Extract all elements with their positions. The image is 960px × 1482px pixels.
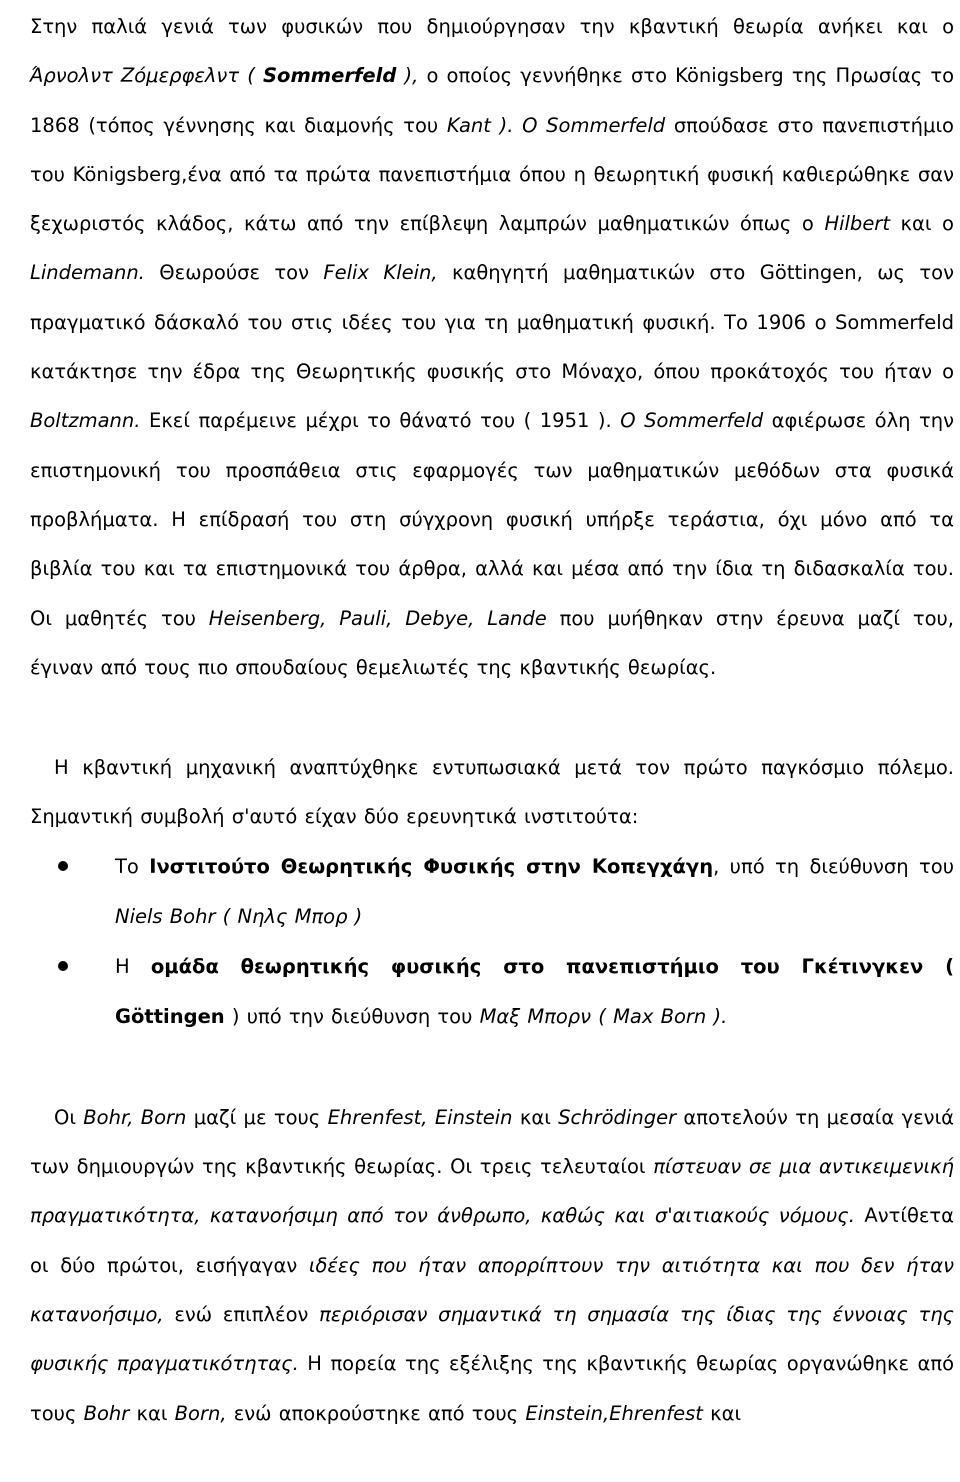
text-segment: αφιέρωσε όλη την επιστημονική του προσπάθεια στις εφαρμογές των μαθηματικών μεθόδων στα φυσικά προβλήματα. Η επίδρασή του στη σύγχρονη φυσική υπήρξε τεράστια, όχι μόνο από τα βιβλία του και τα επιστημονικά του άρθρα, αλλά και μέσα από την ίδια τη διδασκαλία του. Οι μαθητές του [30, 409, 954, 630]
text-segment: Στην παλιά γενιά των φυσικών που δημιούργησαν την κβαντική θεωρία ανήκει και ο [30, 15, 954, 38]
text-segment: , υπό τη διεύθυνση του [713, 854, 954, 878]
name-greek: Άρνολντ Ζόμερφελντ ( [30, 64, 264, 88]
names-bohr-born: Bohr, Born [83, 1105, 187, 1129]
text-segment: Εκεί παρέμεινε μέχρι το θάνατό του ( 1951 ). [140, 409, 621, 433]
text-segment: σπούδασε στο πανεπιστήμιο του Königsberg,ένα από τα πρώτα πανεπιστήμια όπου η θεωρητική φυσική καθιερώθηκε σαν ξεχωριστός κλάδος, κάτω από την επίβλεψη λαμπρών μαθηματικών όπως ο [30, 113, 954, 236]
institute-name: Ινστιτούτο Θεωρητικής Φυσικής στην Κοπεγχάγη [149, 854, 714, 878]
name-hilbert: Hilbert [824, 212, 890, 236]
italic-phrase: ιδέες που ήταν απορρίπτουν την αιτιότητα και που δεν ήταν κατανοήσιμο, [30, 1253, 954, 1326]
text-segment: και [702, 1401, 742, 1425]
text-segment: Θεωρούσε τον [144, 261, 324, 285]
director-name: Μαξ Μπορν ( Max Born ). [479, 1004, 728, 1028]
name-kant: Kant ). Ο Sommerfeld [446, 113, 666, 137]
italic-phrase: περιόρισαν σημαντικά τη σημασία της ίδιας της έννοιας της φυσικής πραγματικότητας. [30, 1302, 954, 1376]
bullet-icon [58, 961, 68, 971]
text-segment: ενώ αποκρούστηκε από τους [226, 1401, 526, 1425]
list-item [115, 942, 954, 1042]
text-segment: Οι [54, 1105, 84, 1129]
paragraph-middle-generation [30, 1093, 954, 1438]
text-segment: και ο [889, 212, 954, 236]
document-page [30, 0, 954, 1438]
text-segment: Το [115, 854, 150, 878]
text-segment: μαζί με τους [186, 1105, 328, 1129]
bullet-icon [58, 861, 68, 871]
text-segment: καθηγητή μαθηματικών στο Göttingen, ως τον πραγματικό δάσκαλό του στις ιδέες του για τη μαθηματική φυσική. Το 1906 ο Sommerfeld κατάκτησε την έδρα της Θεωρητικής φυσικής στο Μόναχο, όπου προκάτοχός του ήταν ο [30, 261, 954, 384]
director-name: Niels Bohr ( Νηλς Μπορ ) [115, 904, 363, 928]
text-segment: ενώ επιπλέον [163, 1302, 320, 1326]
text-segment: Αντίθετα οι δύο πρώτοι, εισήγαγαν [30, 1204, 955, 1277]
italic-phrase: πίστευαν σε μια αντικειμενική πραγματικότητα, κατανοήσιμη από τον άνθρωπο, καθώς και σ'αιτιακούς νόμους. [30, 1155, 954, 1228]
text-segment: που μυήθηκαν στην έρευνα μαζί του, έγιναν από τους πιο σπουδαίους θεμελιωτές της κβαντικής θεωρίας. [30, 606, 954, 679]
name-sommerfeld: Sommerfeld [263, 64, 397, 88]
text-segment: Η [115, 954, 151, 978]
name-o-sommerfeld: Ο Sommerfeld [620, 409, 764, 433]
paragraph-sommerfeld [30, 0, 954, 692]
name-schrodinger: Schrödinger [558, 1105, 677, 1129]
institute-name: ομάδα θεωρητικής φυσικής στο πανεπιστήμιο του Γκέτινγκεν ( Göttingen [115, 954, 954, 1028]
text-segment: και [129, 1401, 175, 1425]
name-close: ), [396, 64, 419, 88]
names-students: Heisenberg, Pauli, Debye, Lande [208, 606, 547, 630]
name-lindemann: Lindemann. [30, 261, 145, 285]
names-ehrenfest-einstein: Ehrenfest, Einstein [327, 1105, 513, 1129]
name-bohr: Bohr [83, 1401, 130, 1425]
name-born: Born, [174, 1401, 227, 1425]
text-segment: ο οποίος γεννήθηκε στο Königsberg της Πρωσίας το 1868 (τόπος γέννησης και διαμονής του [30, 64, 955, 137]
text-segment: αποτελούν τη μεσαία γενιά των δημιουργών της κβαντικής θεωρίας. Οι τρεις τελευταίοι [30, 1105, 955, 1179]
text-segment: και [512, 1105, 559, 1129]
names-einstein-ehrenfest: Einstein,Ehrenfest [525, 1401, 703, 1425]
text-segment: ) υπό την διεύθυνση του [224, 1004, 480, 1028]
bullet-list [30, 842, 954, 1042]
paragraph-institutes [30, 743, 954, 842]
text-segment: Η πορεία της εξέλιξης της κβαντικής θεωρίας οργανώθηκε από τους [30, 1352, 955, 1425]
list-item [115, 842, 954, 942]
name-klein: Felix Klein, [323, 261, 438, 285]
text-segment: Η κβαντική μηχανική αναπτύχθηκε εντυπωσιακά μετά τον πρώτο παγκόσμιο πόλεμο. Σημαντική συμβολή σ'αυτό είχαν δύο ερευνητικά ινστιτούτα: [30, 756, 954, 829]
name-boltzmann: Boltzmann. [30, 409, 141, 433]
